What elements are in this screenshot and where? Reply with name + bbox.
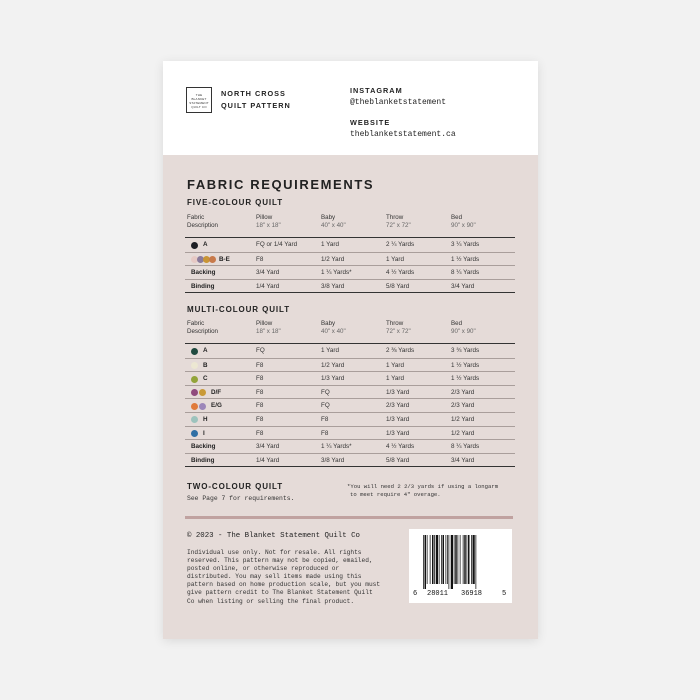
table-cell: 1/3 Yard [386, 429, 410, 437]
barcode-bar [468, 535, 470, 584]
table-cell: 1/2 Yard [321, 255, 345, 263]
fabric-swatch-icon [199, 403, 206, 410]
barcode-bar [476, 535, 477, 589]
table-row [185, 398, 515, 412]
table-cell: 1/3 Yard [386, 388, 410, 396]
table-cell: F8 [256, 375, 264, 383]
column-header-name: Bed [451, 320, 463, 327]
website-block [350, 118, 456, 139]
five-colour-title: FIVE-COLOUR QUILT [187, 198, 284, 207]
table-cell: 1/3 Yard [321, 375, 345, 383]
barcode-bar [423, 535, 424, 589]
column-header-name: Description [187, 328, 218, 335]
backing-footnote: *You will need 2 2/3 yards if using a longarm to meet require 4" overage. [347, 483, 499, 498]
table-cell: 4 ½ Yards [386, 443, 415, 451]
table-row [185, 412, 515, 426]
table-cell: 5/8 Yard [386, 456, 410, 464]
barcode-bar [432, 535, 434, 584]
column-header-size: 18" x 18" [256, 328, 281, 335]
column-header-name: Bed [451, 214, 463, 221]
barcode-bar [443, 535, 445, 584]
fabric-swatch-icon [191, 242, 198, 249]
table-cell: FQ [321, 388, 330, 396]
table-cell: 1/2 Yard [451, 429, 475, 437]
column-header-name: Baby [321, 320, 336, 327]
fabric-swatch-icon [191, 362, 198, 369]
fabric-label-text: Backing [191, 443, 216, 451]
table-cell: 3/4 Yard [451, 456, 475, 464]
fabric-label-text: C [203, 375, 208, 383]
table-cell: 3 ¼ Yards [451, 241, 480, 248]
barcode-bar [460, 535, 461, 584]
table-cell: F8 [256, 415, 264, 423]
column-header-size: 90" x 90" [451, 222, 476, 229]
barcode-bar [458, 535, 459, 584]
column-header [187, 320, 218, 336]
instagram-label: INSTAGRAM [350, 86, 403, 95]
column-header-name: Fabric [187, 214, 205, 221]
table-row [185, 252, 515, 266]
table-cell: 1 ½ Yards [451, 361, 480, 369]
column-header [386, 214, 411, 230]
table-cell: F8 [321, 415, 329, 423]
fabric-swatch-icon [191, 389, 198, 396]
table-cell: 1/3 Yard [386, 415, 410, 423]
website-label: WEBSITE [350, 118, 391, 127]
fabric-swatch-icon [209, 256, 216, 263]
table-row [185, 439, 515, 453]
fabric-label-text: H [203, 415, 208, 423]
table-cell: 1 Yard [386, 361, 404, 369]
barcode-digit-check: 5 [502, 590, 507, 598]
five-colour-table [185, 237, 515, 293]
table-cell: FQ [256, 347, 265, 354]
pattern-back-cover [163, 61, 538, 639]
barcode-bar [425, 535, 427, 589]
table-cell: 3/4 Yard [256, 443, 280, 451]
barcode-bar [434, 535, 435, 584]
table-cell: 3 ¾ Yards [451, 347, 480, 354]
table-cell: 1/2 Yard [321, 361, 345, 369]
column-header-name: Baby [321, 214, 336, 221]
table-row [185, 344, 515, 358]
barcode-bar [471, 535, 472, 584]
table-cell: FQ or 1/4 Yard [256, 241, 298, 248]
column-header [256, 214, 281, 230]
fabric-label-text: I [203, 429, 205, 437]
table-cell: 1 Yard [321, 347, 339, 354]
column-header [451, 214, 476, 230]
barcode-bar [473, 535, 475, 584]
table-cell: 4 ½ Yards [386, 269, 415, 277]
fabric-swatch-icon [191, 430, 198, 437]
column-header [386, 320, 411, 336]
website-link[interactable]: theblanketstatement.ca [350, 130, 456, 139]
table-row [185, 371, 515, 385]
table-cell: 2/3 Yard [451, 388, 475, 396]
fabric-label-text: D/F [211, 388, 222, 396]
multi-colour-table [185, 343, 515, 467]
fabric-swatch-icon [191, 416, 198, 423]
barcode-bar [464, 535, 466, 584]
column-header-name: Description [187, 222, 218, 229]
table-cell: 2 ¼ Yards [386, 241, 415, 248]
fabric-swatch-icon [191, 376, 198, 383]
fabric-label-text: A [203, 241, 208, 248]
barcode-bar [451, 535, 453, 589]
table-cell: 5/8 Yard [386, 282, 410, 290]
table-cell: 2/3 Yard [451, 402, 475, 410]
fabric-requirements-title: FABRIC REQUIREMENTS [187, 177, 375, 192]
table-cell: 1 ¼ Yards* [321, 269, 352, 277]
instagram-handle[interactable]: @theblanketstatement [350, 98, 447, 107]
barcode-digits-left: 28011 [427, 590, 449, 598]
table-cell: 3/8 Yard [321, 456, 345, 464]
column-header [451, 320, 476, 336]
column-header-size: 18" x 18" [256, 222, 281, 229]
table-cell: F8 [256, 361, 264, 369]
barcode-bar [463, 535, 464, 584]
barcode-bar [454, 535, 455, 584]
fabric-label-text: Binding [191, 282, 215, 290]
fabric-swatch-icon [199, 389, 206, 396]
multi-colour-title: MULTI-COLOUR QUILT [187, 305, 290, 314]
table-cell: F8 [321, 429, 329, 437]
table-cell: F8 [256, 388, 264, 396]
column-header [256, 320, 281, 336]
column-header-name: Pillow [256, 320, 273, 327]
table-cell: 8 ¼ Yards [451, 269, 480, 277]
column-header-size: 72" x 72" [386, 328, 411, 335]
table-cell: F8 [256, 429, 264, 437]
copyright: © 2023 - The Blanket Statement Quilt Co [187, 532, 360, 540]
two-colour-title: TWO-COLOUR QUILT [187, 482, 284, 491]
table-cell: 1 Yard [321, 241, 339, 248]
table-cell: F8 [256, 402, 264, 410]
instagram-block [350, 86, 446, 107]
table-row [185, 238, 515, 252]
table-row [185, 265, 515, 279]
column-header-size: 40" x 40" [321, 328, 346, 335]
table-row [185, 358, 515, 372]
fabric-swatch-icon [191, 348, 198, 355]
table-row [185, 426, 515, 440]
column-header-name: Pillow [256, 214, 273, 221]
fabric-label-text: A [203, 347, 208, 354]
table-cell: 3/4 Yard [451, 282, 475, 290]
table-cell: 1 ½ Yards [451, 375, 480, 383]
column-header-name: Throw [386, 214, 404, 221]
column-header-size: 40" x 40" [321, 222, 346, 229]
table-row [185, 385, 515, 399]
barcode-bar [439, 535, 440, 584]
barcode-bar [455, 535, 457, 584]
table-cell: 3/8 Yard [321, 282, 345, 290]
fabric-label-text: Binding [191, 456, 215, 464]
table-cell: 1/4 Yard [256, 282, 280, 290]
column-header-size: 72" x 72" [386, 222, 411, 229]
divider-bar [185, 516, 513, 519]
table-cell: 1 Yard [386, 255, 404, 263]
table-cell: FQ [321, 402, 330, 410]
barcode-bar [427, 535, 428, 584]
fabric-label-text: B [203, 361, 208, 369]
header-panel [163, 61, 538, 155]
barcode-bar [436, 535, 438, 584]
barcode-bar [449, 535, 450, 589]
barcode-bar [430, 535, 431, 584]
barcode [409, 529, 512, 603]
table-cell: 1/4 Yard [256, 456, 280, 464]
table-cell: 1/2 Yard [451, 415, 475, 423]
barcode-digits-right: 36918 [461, 590, 483, 598]
table-cell: F8 [256, 255, 264, 263]
column-header [187, 214, 218, 230]
table-cell: 1 ½ Yards [451, 255, 480, 263]
table-cell: 2 ⅜ Yards [386, 347, 415, 354]
barcode-bars [423, 535, 498, 589]
legal-notice: Individual use only. Not for resale. All rights reserved. This pattern may not be copied, emailed, posted online, or otherwise reproduced or distributed. You may sell items made using this pattern based on home production scale, but you must give pattern credit to The Blanket Statement Quilt Co when listing or selling the final product. [187, 549, 381, 605]
table-cell: 1 ¼ Yards* [321, 443, 352, 451]
fabric-label-text: B-E [219, 255, 230, 263]
column-header [321, 320, 346, 336]
brand-logo: THE BLANKET STATEMENT QUILT CO [186, 87, 212, 113]
column-header-size: 90" x 90" [451, 328, 476, 335]
fabric-swatch-icon [191, 403, 198, 410]
fabric-label-text: Backing [191, 269, 216, 277]
table-cell: 2/3 Yard [386, 402, 410, 410]
column-header-name: Fabric [187, 320, 205, 327]
barcode-bar [446, 535, 447, 584]
barcode-bar [467, 535, 468, 584]
pattern-name: NORTH CROSS QUILT PATTERN [221, 89, 291, 110]
column-header [321, 214, 346, 230]
column-header-name: Throw [386, 320, 404, 327]
table-cell: 3/4 Yard [256, 269, 280, 277]
barcode-bar [441, 535, 442, 584]
barcode-bar [447, 535, 448, 584]
table-row [185, 453, 515, 467]
barcode-digit-prefix: 6 [413, 590, 418, 598]
table-cell: 1 Yard [386, 375, 404, 383]
table-cell: 8 ¼ Yards [451, 443, 480, 451]
two-colour-note: See Page 7 for requirements. [187, 495, 295, 502]
table-row [185, 279, 515, 293]
fabric-label-text: E/G [211, 402, 222, 410]
